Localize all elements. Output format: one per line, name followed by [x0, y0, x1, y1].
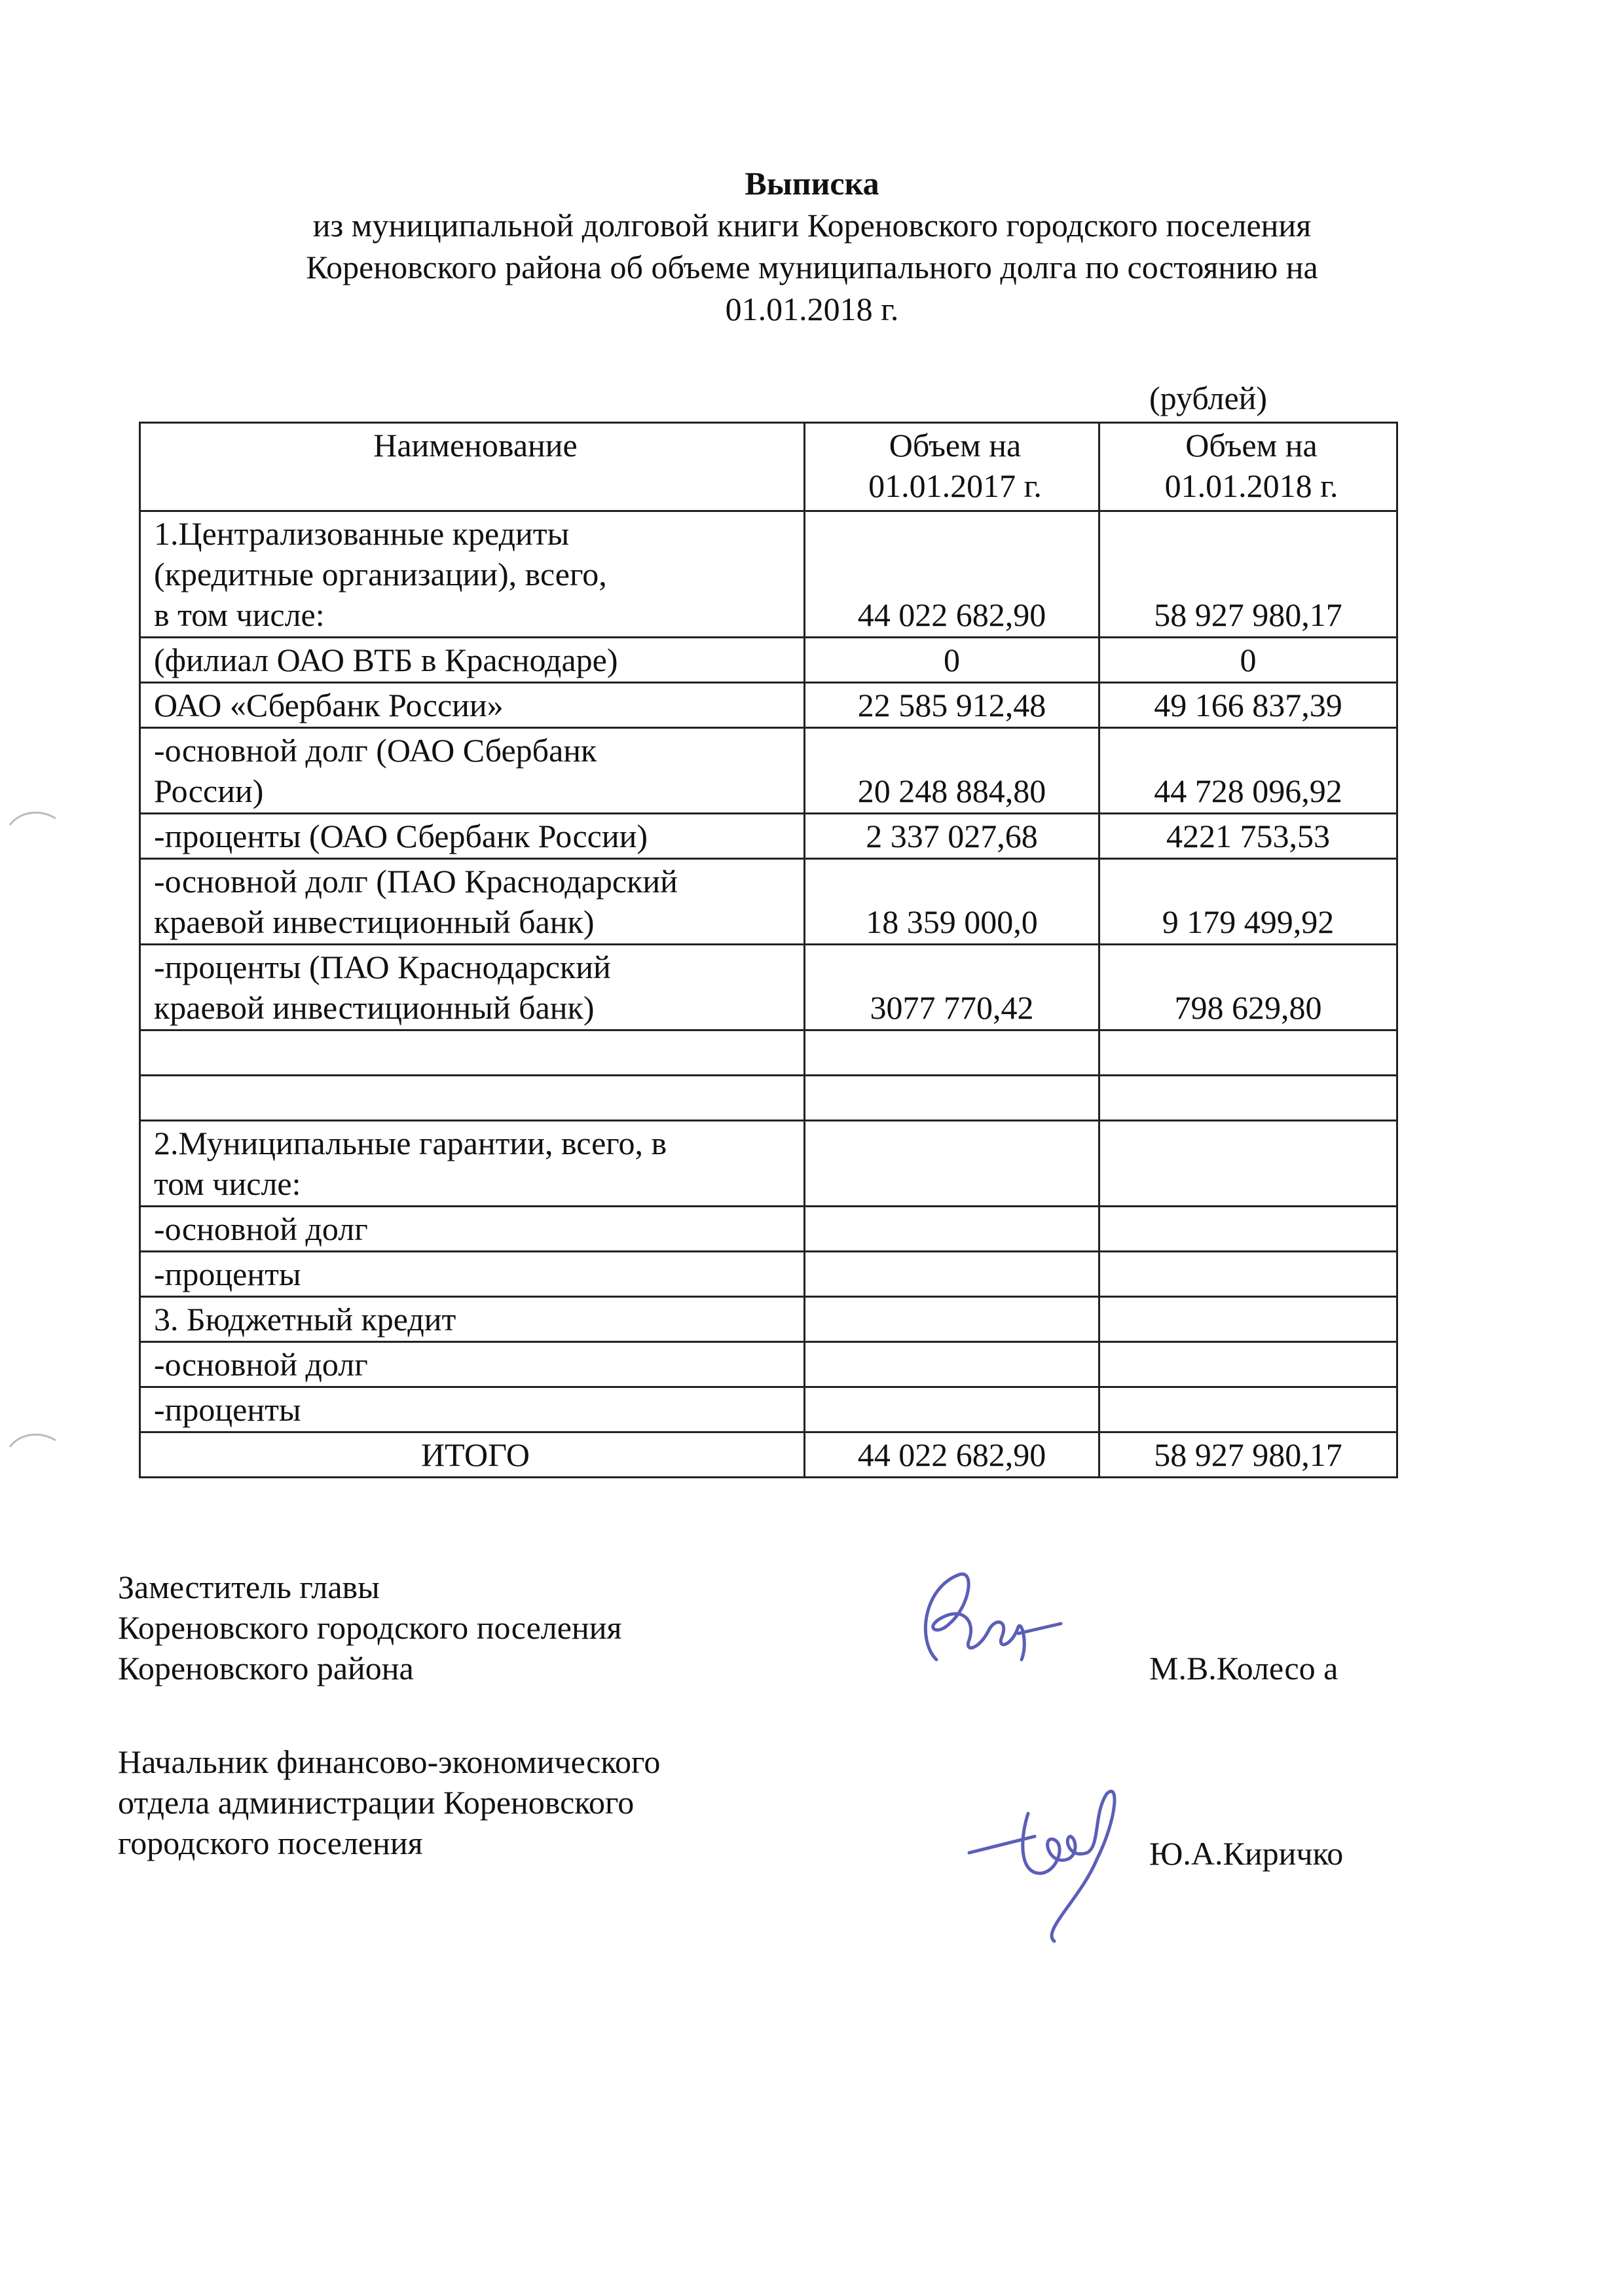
- table-row: [140, 1342, 1397, 1387]
- row-value-2018: [1099, 1076, 1397, 1121]
- row-name-line: -основной долг: [154, 1346, 368, 1383]
- debt-table-body: [140, 423, 1397, 1478]
- row-name-line: -проценты: [154, 1391, 301, 1428]
- row-value-2017: [805, 1207, 1099, 1252]
- row-value-2017: 18 359 000,0: [805, 859, 1099, 945]
- row-name: [140, 1252, 805, 1297]
- subtitle-line: Кореновского района об объеме муниципального долга по состоянию на: [306, 249, 1318, 285]
- signatory-finance-head: [118, 1741, 660, 1863]
- row-name-line: ОАО «Сбербанк России»: [154, 687, 504, 723]
- row-value-2018: 9 179 499,92: [1099, 859, 1397, 945]
- signatory-position-line: городского поселения: [118, 1825, 423, 1861]
- row-value-2018: [1099, 1387, 1397, 1432]
- document-title: Выписка: [745, 165, 879, 202]
- row-name-line: (филиал ОАО ВТБ в Краснодаре): [154, 642, 618, 678]
- row-name-line: -проценты: [154, 1256, 301, 1292]
- row-name-line: том числе:: [154, 1165, 301, 1202]
- signature-kolesova-icon: [897, 1561, 1067, 1686]
- header-name: Наименование: [140, 423, 805, 511]
- row-name: [140, 683, 805, 728]
- row-name: [140, 728, 805, 814]
- row-value-2017: [805, 1030, 1099, 1076]
- row-name: [140, 859, 805, 945]
- row-name: [140, 1207, 805, 1252]
- total-value-2017: 44 022 682,90: [805, 1432, 1099, 1478]
- row-value-2017: 3077 770,42: [805, 945, 1099, 1030]
- row-value-2018: 798 629,80: [1099, 945, 1397, 1030]
- row-name-line: -проценты (ОАО Сбербанк России): [154, 818, 648, 854]
- row-name: [140, 638, 805, 683]
- row-name-line: России): [154, 773, 264, 809]
- row-value-2018: 58 927 980,17: [1099, 511, 1397, 638]
- document-subtitle: [0, 204, 1624, 330]
- table-row: [140, 1252, 1397, 1297]
- signatory-position-line: Начальник финансово-экономического: [118, 1743, 661, 1780]
- row-value-2017: 44 022 682,90: [805, 511, 1099, 638]
- row-name-line: -проценты (ПАО Краснодарский: [154, 949, 611, 985]
- row-value-2018: 4221 753,53: [1099, 814, 1397, 859]
- row-name: [140, 1297, 805, 1342]
- row-value-2017: [805, 1076, 1099, 1121]
- row-value-2018: 44 728 096,92: [1099, 728, 1397, 814]
- header-2017: [805, 423, 1099, 511]
- signatory-name: Ю.А.Киричко: [1149, 1835, 1344, 1872]
- signatory-position-line: отдела администрации Кореновского: [118, 1784, 635, 1821]
- row-value-2017: 0: [805, 638, 1099, 683]
- row-name: [140, 1076, 805, 1121]
- row-name-line: 2.Муниципальные гарантии, всего, в: [154, 1125, 667, 1161]
- row-value-2018: 49 166 837,39: [1099, 683, 1397, 728]
- row-name-line: 1.Централизованные кредиты: [154, 515, 570, 552]
- row-name-line: -основной долг: [154, 1211, 368, 1247]
- row-name: [140, 1030, 805, 1076]
- row-value-2017: 20 248 884,80: [805, 728, 1099, 814]
- signatory-deputy-head: [118, 1567, 621, 1688]
- row-value-2017: 22 585 912,48: [805, 683, 1099, 728]
- row-value-2017: [805, 1121, 1099, 1207]
- table-total-row: [140, 1432, 1397, 1478]
- row-value-2017: 2 337 027,68: [805, 814, 1099, 859]
- table-row: [140, 728, 1397, 814]
- row-value-2018: 0: [1099, 638, 1397, 683]
- units-label: (рублей): [1149, 380, 1268, 416]
- scan-mark-icon: [7, 805, 59, 831]
- debt-table: [139, 422, 1398, 1478]
- header-2018-line: Объем на: [1185, 427, 1318, 464]
- signatory-position-line: Кореновского городского поселения: [118, 1609, 622, 1646]
- table-row: [140, 638, 1397, 683]
- signatory-position-line: Кореновского района: [118, 1650, 414, 1686]
- row-name: [140, 511, 805, 638]
- row-name-line: -основной долг (ОАО Сбербанк: [154, 732, 597, 769]
- table-row: [140, 1297, 1397, 1342]
- header-2017-line: 01.01.2017 г.: [868, 467, 1042, 504]
- row-value-2018: [1099, 1207, 1397, 1252]
- row-value-2018: [1099, 1030, 1397, 1076]
- subtitle-line: из муниципальной долговой книги Кореновского городского поселения: [312, 207, 1312, 244]
- header-2017-line: Объем на: [889, 427, 1022, 464]
- row-name-line: в том числе:: [154, 596, 325, 633]
- row-value-2017: [805, 1342, 1099, 1387]
- row-value-2018: [1099, 1297, 1397, 1342]
- total-label: ИТОГО: [140, 1432, 805, 1478]
- row-value-2017: [805, 1297, 1099, 1342]
- row-name-line: -основной долг (ПАО Краснодарский: [154, 863, 678, 900]
- table-header-row: [140, 423, 1397, 511]
- signature-kirichko-icon: [956, 1774, 1139, 1944]
- row-value-2017: [805, 1387, 1099, 1432]
- table-row: [140, 1207, 1397, 1252]
- row-name: [140, 1342, 805, 1387]
- row-name: [140, 945, 805, 1030]
- table-row: [140, 1387, 1397, 1432]
- header-2018: [1099, 423, 1397, 511]
- row-value-2018: [1099, 1252, 1397, 1297]
- table-row: [140, 1030, 1397, 1076]
- subtitle-line: 01.01.2018 г.: [725, 291, 899, 327]
- row-value-2018: [1099, 1121, 1397, 1207]
- table-row: [140, 859, 1397, 945]
- row-name: [140, 814, 805, 859]
- table-row: [140, 945, 1397, 1030]
- row-value-2018: [1099, 1342, 1397, 1387]
- row-value-2017: [805, 1252, 1099, 1297]
- table-row: [140, 1121, 1397, 1207]
- row-name-line: 3. Бюджетный кредит: [154, 1301, 456, 1338]
- row-name-line: краевой инвестиционный банк): [154, 989, 595, 1026]
- total-value-2018: 58 927 980,17: [1099, 1432, 1397, 1478]
- row-name-line: краевой инвестиционный банк): [154, 903, 595, 940]
- table-row: [140, 511, 1397, 638]
- row-name-line: (кредитные организации), всего,: [154, 556, 607, 592]
- table-row: [140, 1076, 1397, 1121]
- signatory-name: М.В.Колесо а: [1149, 1650, 1338, 1686]
- scan-mark-icon: [7, 1427, 59, 1453]
- signatory-position-line: Заместитель главы: [118, 1569, 380, 1605]
- header-2018-line: 01.01.2018 г.: [1164, 467, 1338, 504]
- table-row: [140, 814, 1397, 859]
- row-name: [140, 1387, 805, 1432]
- table-row: [140, 683, 1397, 728]
- row-name: [140, 1121, 805, 1207]
